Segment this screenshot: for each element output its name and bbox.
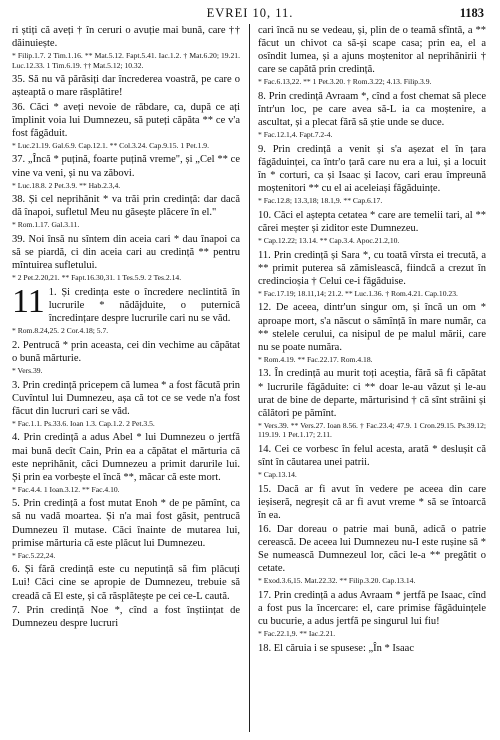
verse: 35. Să nu vă părăsiți dar încrederea voastră, pe care o așteaptă o mare răsplătire!	[12, 74, 240, 99]
cross-reference: * Cap.12.22; 13.14. ** Cap.3.4. Apoc.21.2,10.	[258, 236, 400, 245]
page-number: 1183	[459, 6, 484, 20]
cross-reference: * Vers.39. ** Vers.27. Ioan 8.56. † Fac.23.4; 47.9. 1 Cron.29.15. Ps.39.12; 119.19. 1 Pet.1.17; 2.11.	[258, 420, 486, 440]
page-header	[0, 6, 500, 22]
cross-reference: * Fac.1.1. Ps.33.6. Ioan 1.3. Cap.1.2. 2 Pet.3.5.	[12, 418, 155, 428]
running-head: EVREI 10, 11.	[206, 6, 294, 20]
cross-reference: * Vers.39.	[12, 365, 43, 375]
verse: 11. Prin credință și Sara *, cu toată vîrsta ei trecută, a ** primit puterea să zămislească, fiindcă a crezut în credincioșia † Celui ce-i făgăduise.	[258, 249, 486, 287]
cross-reference: * Exod.3.6,15. Mat.22.32. ** Filip.3.20. Cap.13.14.	[258, 576, 416, 586]
chapter-start	[12, 282, 240, 325]
verse: 3. Prin credință pricepem că lumea * a fost făcută prin Cuvîntul lui Dumnezeu, așa că tot ce se vede n'a fost făcut din lucruri cari se văd.	[12, 379, 240, 417]
cross-reference: * Fac.6.13,22. ** 1 Pet.3.20. † Rom.3.22; 4.13. Filip.3.9.	[258, 77, 432, 87]
verse: 15. Dacă ar fi avut în vedere pe aceea din care ieșiseră, negreșit că ar fi avut vreme * să se întoarcă în ea.	[258, 483, 486, 521]
left-column	[12, 24, 240, 734]
verse: 9. Prin credință a venit și s'a așezat el în țara făgăduinței, ca într'o țară care nu era a lui, și a locuit în * corturi, ca și Isaac și Iacov, cari erau împreună moștenitori ** cu el ai aceleiași făgăduințe.	[258, 143, 486, 195]
right-column	[258, 24, 486, 734]
verse: 8. Prin credință Avraam *, cînd a fost chemat să plece într'un loc, pe care avea să-L ia ca moștenire, a ascultat, și a plecat fără să știe unde se duce.	[258, 90, 486, 129]
cross-reference: * Rom.1.17. Gal.3.11.	[12, 220, 80, 230]
verse: 38. Și cel neprihănit * va trăi prin credință: dar dacă dă înapoi, sufletul Meu nu găsește plăcere în el."	[12, 194, 240, 219]
verse: 12. De aceea, dintr'un singur om, și încă un om * aproape mort, s'a născut o sămînță în mare număr, ca ** stelele cerului, ca nisipul de pe malul mării, care nu se poate număra.	[258, 302, 486, 353]
cross-reference: * Luc.21.19. Gal.6.9. Cap.12.1. ** Col.3.24. Cap.9.15. 1 Pet.1.9.	[12, 140, 210, 150]
verse: 18. El căruia i se spusese: „În * Isaac	[258, 642, 414, 654]
verse: cari încă nu se vedeau, și, plin de o teamă sfîntă, a ** făcut un chivot ca să-și scape casa; prin ea, el a osîndit lumea, și a ajuns moștenitor al neprihănirii † care se capătă prin credință.	[258, 25, 486, 76]
cross-reference: * 2 Pet.2.20,21. ** Fapt.16.30,31. 1 Tes.5.9. 2 Tes.2.14.	[12, 273, 182, 283]
verse: 17. Prin credință a adus Avraam * jertfă pe Isaac, cînd a fost pus la încercare: el, care primise făgăduințele cu bucurie, a adus jertfă pe singurul lui fiu!	[258, 590, 486, 628]
column-divider	[249, 24, 250, 732]
verse: 2. Pentrucă * prin aceasta, cei din vechime au căpătat o bună mărturie.	[12, 339, 240, 364]
verse: 13. În credință au murit toți aceștia, fără să fi căpătat * lucrurile făgăduite: ci ** doar le-au văzut și le-au urat de bine de departe, mărturisind † că sînt străini și călători pe pămînt.	[258, 368, 486, 419]
chapter-number: 11	[12, 282, 45, 320]
verse: 5. Prin credință a fost mutat Enoh * de pe pămînt, ca să nu vadă moartea. Și n'a mai fost găsit, pentrucă Dumnezeu îl mutase. Căci înainte de mutarea lui, primise mărturia că este plăcut lui Dumnezeu.	[12, 498, 240, 549]
cross-reference: * Fac.5.22,24.	[12, 550, 56, 560]
cross-reference: * Fac.22.1,9. ** Iac.2.21.	[258, 629, 336, 639]
verse: 7. Prin credință Noe *, cînd a fost înștiințat de Dumnezeu despre lucruri	[12, 604, 240, 629]
cross-reference: * Fac.12.1,4. Fapt.7.2-4.	[258, 130, 333, 140]
cross-reference: * Luc.18.8. 2 Pet.3.9. ** Hab.2.3,4.	[12, 180, 121, 190]
verse: 16. Dar doreau o patrie mai bună, adică o patrie cerească. De aceea lui Dumnezeu nu-I este rușine să * Se numească Dumnezeul lor, căci le-a ** pregătit o cetate.	[258, 524, 486, 575]
cross-reference: * Fac.17.19; 18.11,14; 21.2. ** Luc.1.36. † Rom.4.21. Cap.10.23.	[258, 288, 458, 298]
cross-reference: * Cap.13.14.	[258, 470, 297, 480]
verse: 4. Prin credință a adus Abel * lui Dumnezeu o jertfă mai bună decît Cain, Prin ea a căpătat el mărturia că este neprihănit, căci Dumnezeu a primit darurile lui. Și prin ea vorbește el încă **, măcar că este mort.	[12, 432, 240, 483]
verse: 10. Căci el aștepta cetatea * care are temelii tari, al ** cărei meșter și ziditor este Dumnezeu.	[258, 209, 486, 234]
verse: ri știți că aveți † în ceruri o avuție mai bună, care †† dăinuiește.	[12, 25, 240, 50]
verse: 36. Căci * aveți nevoie de răbdare, ca, după ce ați împlinit voia lui Dumnezeu, să puteți căpăta ** ce v'a fost făgăduit.	[12, 101, 240, 139]
cross-reference: * Fac.4.4. 1 Ioan.3.12. ** Fac.4.10.	[12, 484, 120, 494]
verse-text: 1. Și credința este o încredere neclintită în lucrurile * nădăjduite, o puternică încredințare despre lucrurile cari nu se văd.	[48, 286, 240, 325]
cross-reference: * Filip.1.7. 2 Tim.1.16. ** Mat.5.12. Fapt.5.41. Iac.1.2. † Mat.6.20; 19.21. Luc.12.33. 1 Tim.6.19. †† Mat.5.12; 10.32.	[12, 51, 240, 70]
cross-reference: * Fac.12.8; 13.3,18; 18.1,9. ** Cap.6.17.	[258, 196, 383, 206]
verse: 39. Noi însă nu sîntem din aceia cari * dau înapoi ca să se piardă, ci din aceia cari au credință ** pentru mîntuirea sufletului.	[12, 234, 240, 272]
verse: 37. „Încă * puțină, foarte puțină vreme", și „Cel ** ce vine va veni, și nu va zăbovi.	[12, 154, 240, 179]
cross-reference: * Rom.4.19. ** Fac.22.17. Rom.4.18.	[258, 354, 373, 364]
verse: 14. Cei ce vorbesc în felul acesta, arată * deslușit că sînt în căutarea unei patrii.	[258, 444, 486, 469]
verse: 6. Și fără credință este cu neputință să fim plăcuți Lui! Căci cine se apropie de Dumnezeu, trebuie să creadă că El este, și că răsplătește pe cei ce-L caută.	[12, 564, 240, 602]
cross-reference: * Rom.8.24,25. 2 Cor.4.18; 5.7.	[12, 326, 109, 336]
